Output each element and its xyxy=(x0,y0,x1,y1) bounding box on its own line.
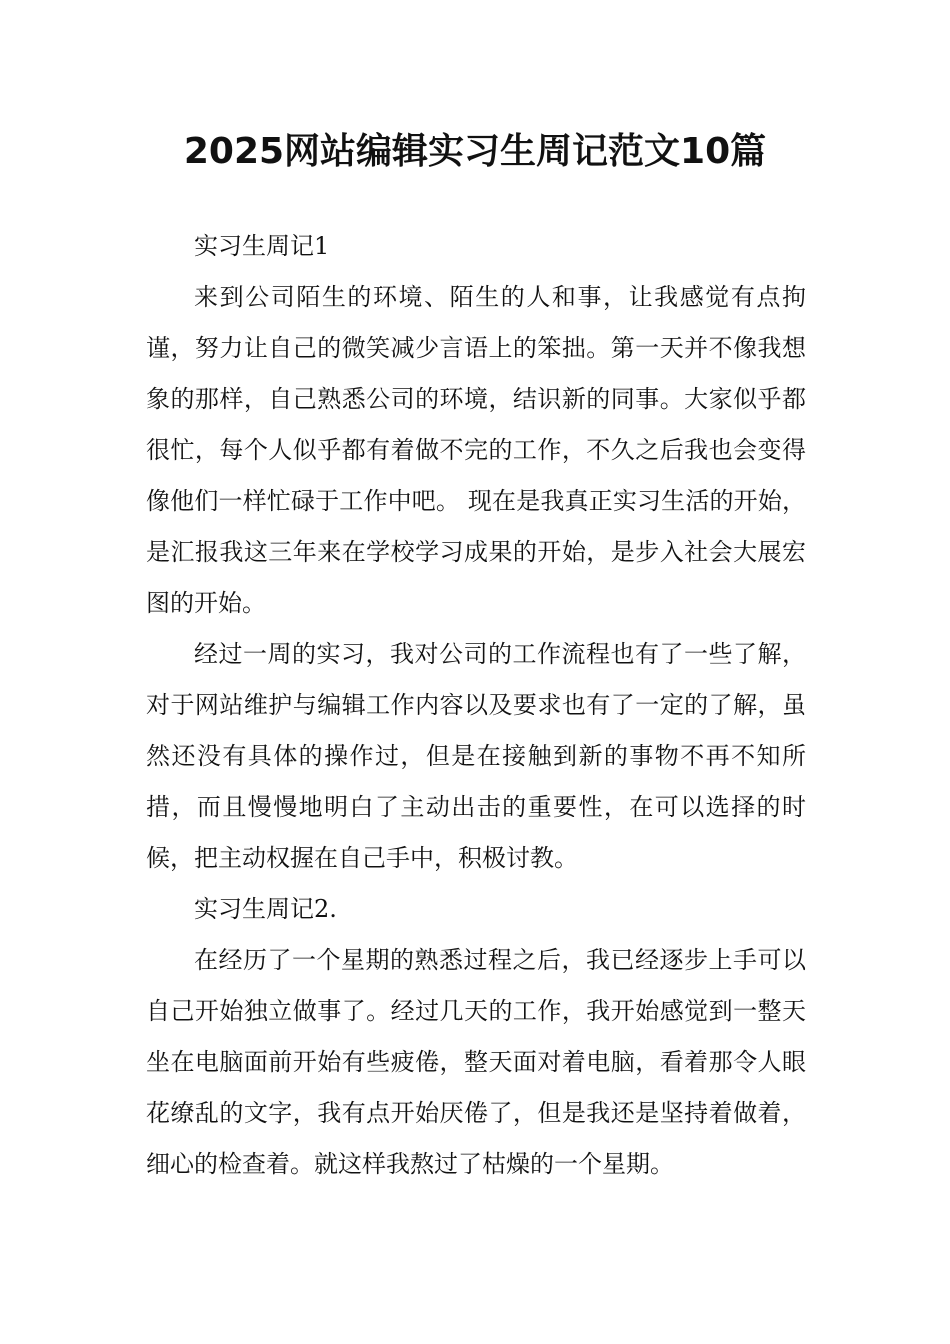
document-title: 2025网站编辑实习生周记范文10篇 xyxy=(183,131,767,172)
paragraph: 经过一周的实习，我对公司的工作流程也有了一些了解，对于网站维护与编辑工作内容以及要求也有了一定的了解，虽然还没有具体的操作过，但是在接触到新的事物不再不知所措，而且慢慢地明白了主动出击的重要性，在可以选择的时候，把主动权握在自己手中，积极讨教。 xyxy=(146,640,806,872)
document-body xyxy=(146,221,806,1190)
paragraph: 来到公司陌生的环境、陌生的人和事，让我感觉有点拘谨，努力让自己的微笑减少言语上的笨拙。第一天并不像我想象的那样，自己熟悉公司的环境，结识新的同事。大家似乎都很忙，每个人似乎都有着做不完的工作，不久之后我也会变得像他们一样忙碌于工作中吧。 现在是我真正实习生活的开始，是汇报我这三年来在学校学习成果的开始，是步入社会大展宏图的开始。 xyxy=(146,283,806,617)
section-heading: 实习生周记2. xyxy=(194,895,337,923)
paragraph: 在经历了一个星期的熟悉过程之后，我已经逐步上手可以自己开始独立做事了。经过几天的工作，我开始感觉到一整天坐在电脑面前开始有些疲倦，整天面对着电脑，看着那令人眼花缭乱的文字，我有点开始厌倦了，但是我还是坚持着做着，细心的检查着。就这样我熬过了枯燥的一个星期。 xyxy=(146,946,806,1178)
section-heading: 实习生周记1 xyxy=(194,232,330,260)
